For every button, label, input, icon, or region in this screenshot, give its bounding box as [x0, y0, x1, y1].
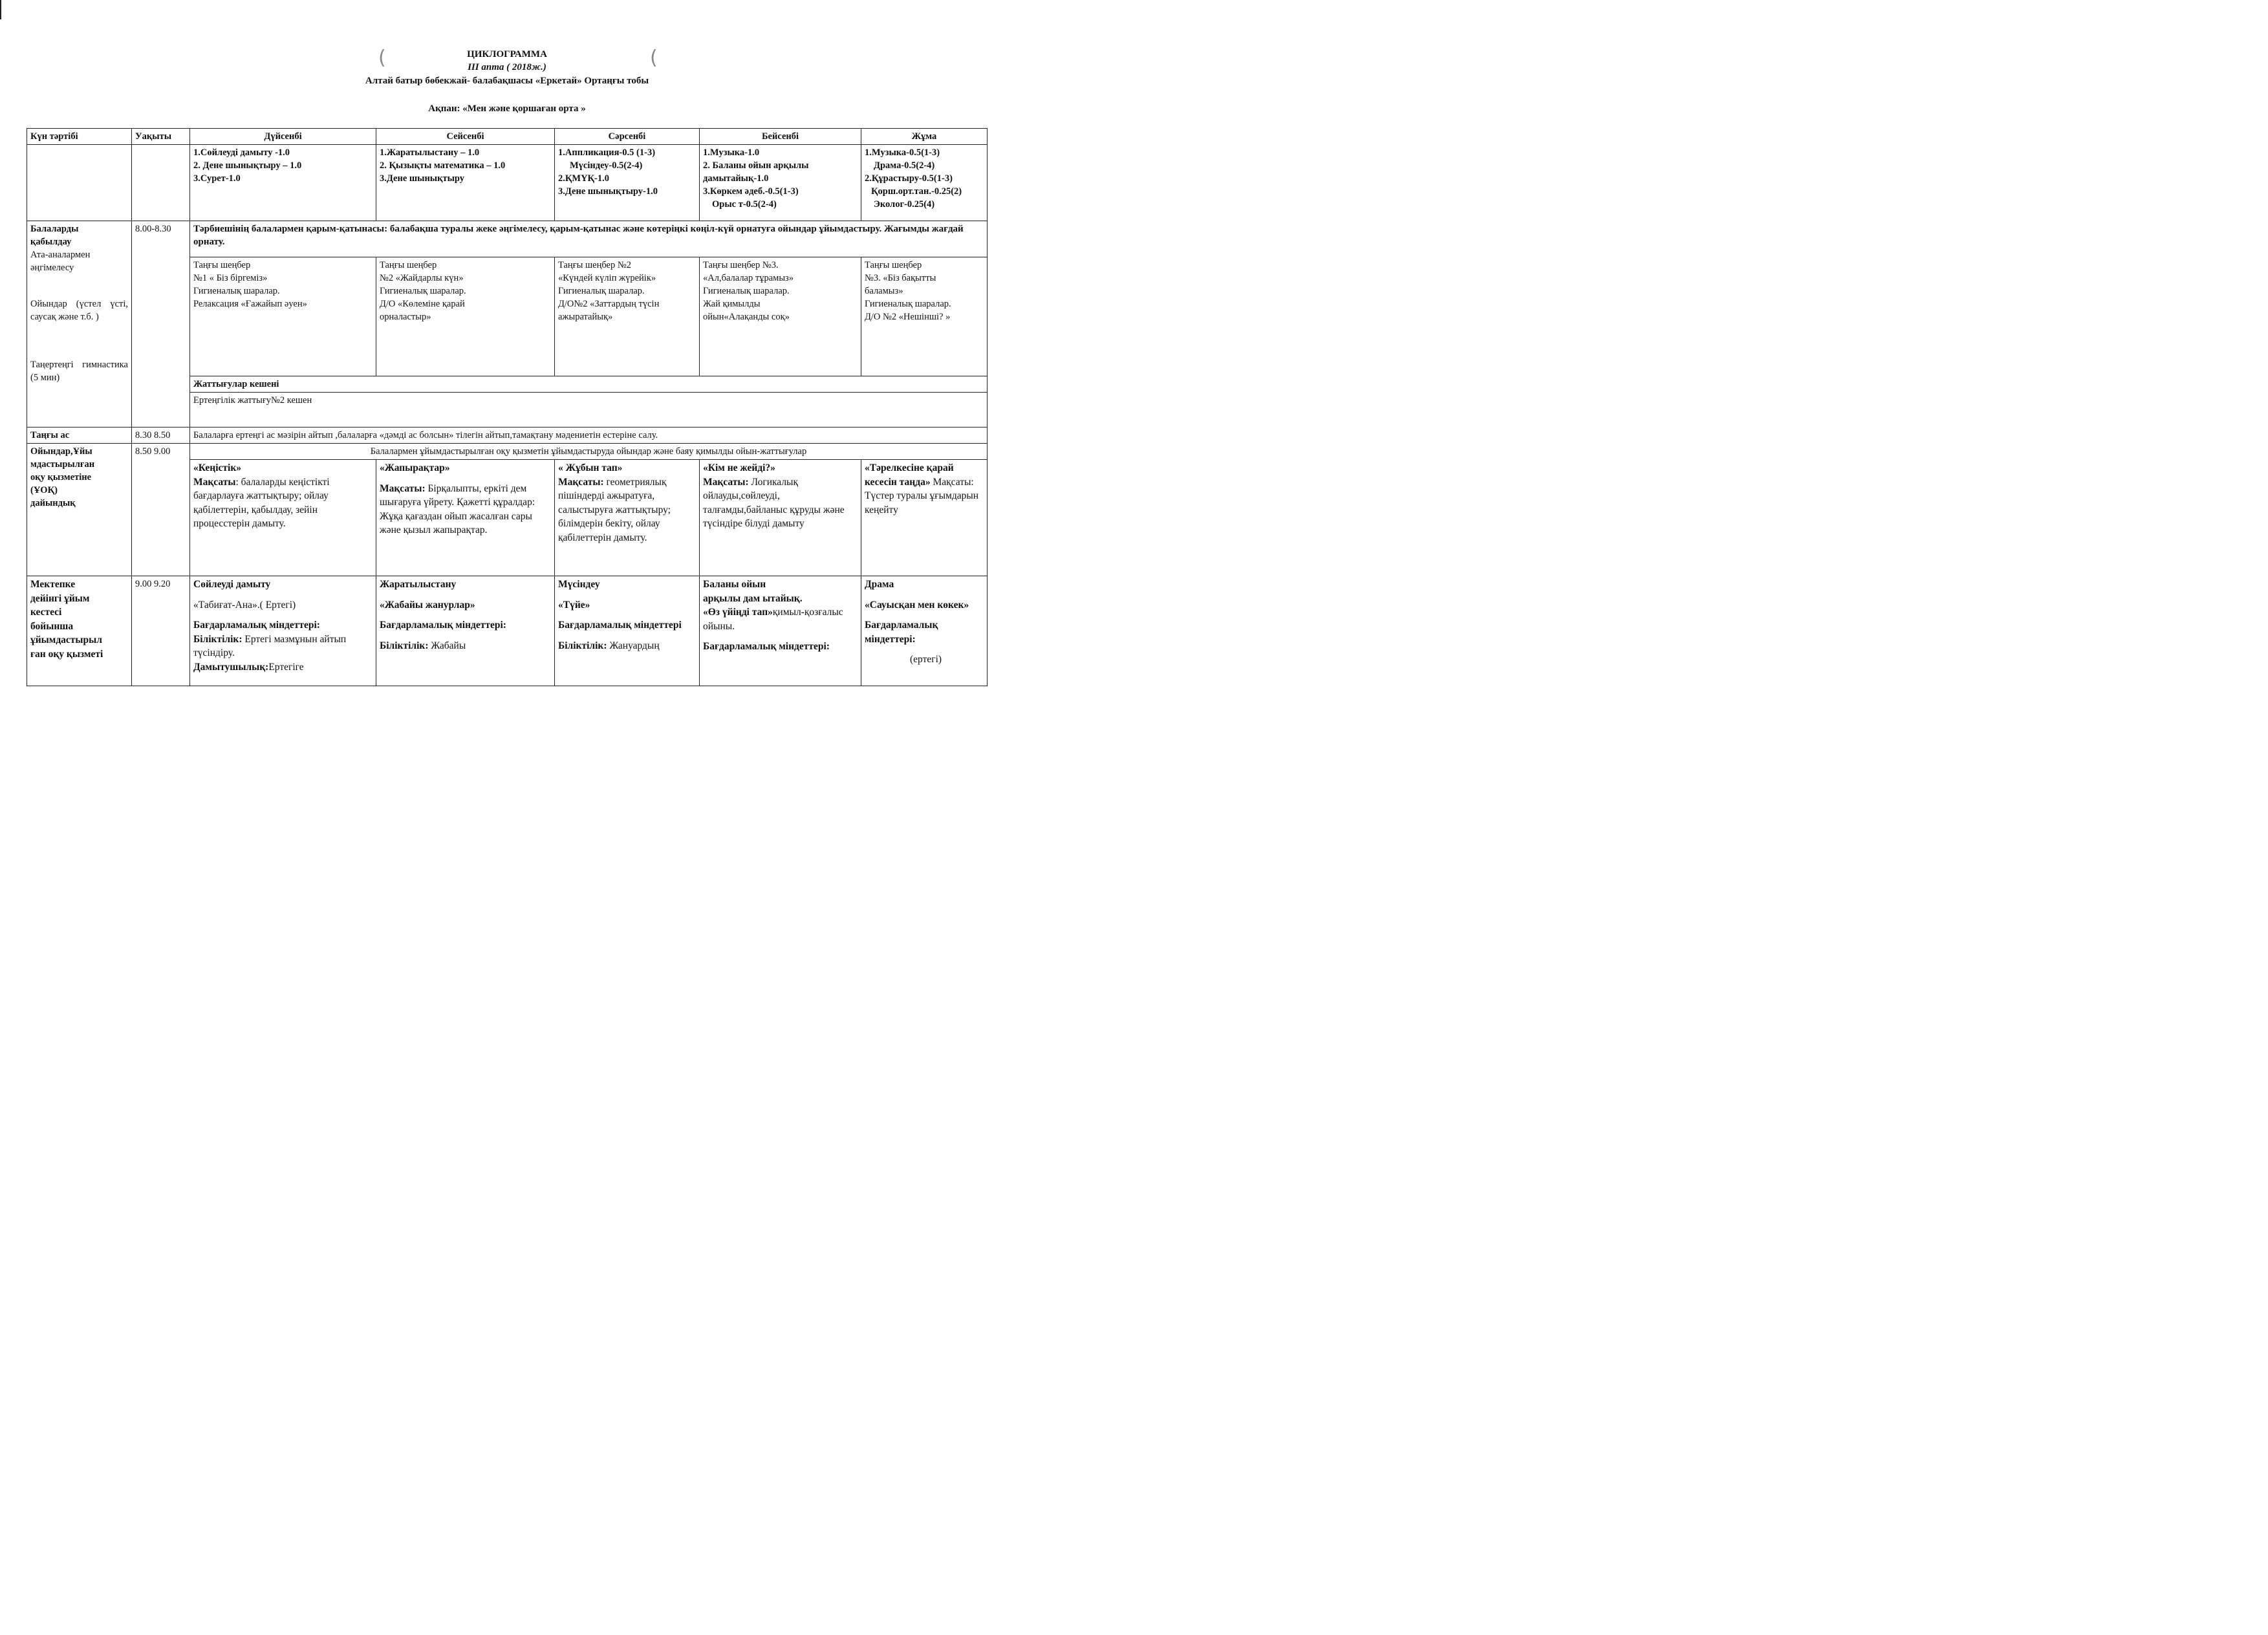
- circle-monday: Таңғы шеңбер №1 « Біз біргеміз» Гигиеналық шаралар. Релаксация «Ғажайып әуен»: [190, 257, 376, 376]
- reception-time: 8.00-8.30: [132, 221, 190, 428]
- subjects-wednesday: 1.Аппликация-0.5 (1-3) Мүсіндеу-0.5(2-4) 2.ҚМҮҚ-1.0 3.Дене шынықтыру-1.0: [555, 145, 700, 221]
- table-header-row: [27, 129, 988, 145]
- lessons-row: [27, 576, 988, 686]
- lessons-time: 9.00 9.20: [132, 576, 190, 686]
- lesson-monday: Сөйлеуді дамыту «Табиғат-Ана».( Ертегі) Бағдарламалық міндеттері: Біліктілік: Ертегі мазмұнын айтып түсіндіру. Дамытушылық:Ертегіге: [190, 576, 376, 686]
- prep-time: 8.50 9.00: [132, 444, 190, 576]
- teacher-communication-text: Тәрбиешінің балалармен қарым-қатынасы: балабақша туралы жеке әңгімелесу, қарым-қатынас және көтеріңкі көңіл-күй орнатуға ойындар ұйымдастыру. Жағымды жағдай орнату.: [190, 221, 988, 257]
- subjects-time-empty: [132, 145, 190, 221]
- subjects-row: [27, 145, 988, 221]
- prep-intro-row: [27, 444, 988, 460]
- breakfast-row: [27, 428, 988, 444]
- circle-friday: Таңғы шеңбер №3. «Біз бақытты баламыз» Гигиеналық шаралар. Д/О №2 «Нешінші? »: [861, 257, 988, 376]
- lessons-title-cell: Мектепке дейінгі ұйым кестесі бойынша ұйымдастырыл ған оқу қызметі: [27, 576, 132, 686]
- col-thursday: Бейсенбі: [700, 129, 861, 145]
- prep-title-cell: Ойындар,Ұйы мдастырылған оқу қызметіне (ҰОҚ) дайындық: [27, 444, 132, 576]
- exercise-text: Ертеңгілік жаттығу№2 кешен: [190, 393, 988, 428]
- circle-wednesday: Таңғы шеңбер №2 «Күндей күліп жүрейік» Гигиеналық шаралар. Д/О№2 «Заттардың түсін ажыратайық»: [555, 257, 700, 376]
- prep-intro-text: Балалармен ұйымдастырылған оқу қызметін ұйымдастыруда ойындар және баяу қимылды ойын-жаттығулар: [190, 444, 988, 460]
- institution-label: Алтай батыр бөбекжай- балабақшасы «Еркетай» Ортаңғы тобы: [365, 76, 649, 86]
- breakfast-text: Балаларға ертеңгі ас мәзірін айтып ,балаларға «дәмді ас болсын» тілегін айтып,тамақтану мәдениетін естеріне салу.: [190, 428, 988, 444]
- cyclogram-table: [27, 128, 988, 686]
- subjects-routine-empty: [27, 145, 132, 221]
- games-label: Ойындар (үстел үсті, саусақ және т.б. ): [30, 299, 128, 322]
- circle-tuesday: Таңғы шеңбер №2 «Жайдарлы күн» Гигиеналық шаралар. Д/О «Көлеміне қарай орналастыр»: [376, 257, 555, 376]
- col-routine: Күн тәртібі: [27, 129, 132, 145]
- decorative-bracket-right: (: [650, 47, 658, 69]
- col-tuesday: Сейсенбі: [376, 129, 555, 145]
- reception-title-cell: Балаларды қабылдау Ата-аналармен әңгімелесу Ойындар (үстел үсті, саусақ және т.б. ) Таңертеңгі гимнастика (5 мин): [27, 221, 132, 428]
- lesson-thursday: Баланы ойын арқылы дам ытайық. «Өз үйіңді тап»қимыл-қозғалыс ойыны. Бағдарламалық міндеттері:: [700, 576, 861, 686]
- prep-thursday: «Кім не жейді?» Мақсаты: Логикалық ойлауды,сөйлеуді, талғамды,байланыс құруды және түсіндіре білуді дамыту: [700, 460, 861, 576]
- circle-thursday: Таңғы шеңбер №3. «Ал,балалар тұрамыз» Гигиеналық шаралар. Жай қимылды ойын«Алақанды соқ»: [700, 257, 861, 376]
- subjects-thursday: 1.Музыка-1.0 2. Баланы ойын арқылы дамытайық-1.0 3.Көркем әдеб.-0.5(1-3) Орыс т-0.5(2-4): [700, 145, 861, 221]
- lesson-tuesday: Жаратылыстану «Жабайы жанурлар» Бағдарламалық міндеттері: Біліктілік: Жабайы: [376, 576, 555, 686]
- exercise-title: Жаттығулар кешені: [190, 376, 988, 393]
- week-label: III апта ( 2018ж.): [468, 62, 546, 72]
- scan-edge-mark: [0, 0, 1, 19]
- breakfast-time: 8.30 8.50: [132, 428, 190, 444]
- col-wednesday: Сәрсенбі: [555, 129, 700, 145]
- subjects-friday: 1.Музыка-0.5(1-3) Драма-0.5(2-4) 2.Құрастыру-0.5(1-3) Қорш.орт.тан.-0.25(2) Эколог-0.25(4): [861, 145, 988, 221]
- col-friday: Жұма: [861, 129, 988, 145]
- col-monday: Дүйсенбі: [190, 129, 376, 145]
- lesson-wednesday: Мүсіндеу «Түйе» Бағдарламалық міндеттері Біліктілік: Жануардың: [555, 576, 700, 686]
- decorative-bracket-left: (: [378, 47, 386, 69]
- prep-wednesday: « Жұбын тап» Мақсаты: геометриялық пішіндерді ажыратуға, салыстыруға жаттықтыру; білімдерін бекіту, ойлау қабілеттерін дамыту.: [555, 460, 700, 576]
- prep-tuesday: «Жапырақтар» Мақсаты: Бірқалыпты, еркіті дем шығаруға үйрету. Қажетті құралдар: Жұқа қағаздан ойып жасалған сары және қызыл жапырақтар.: [376, 460, 555, 576]
- prep-friday: «Тәрелкесіне қарай кесесін таңда» Мақсаты: Түстер туралы ұғымдарын кеңейту: [861, 460, 988, 576]
- document-title: ЦИКЛОГРАММА: [467, 49, 547, 60]
- breakfast-title: Таңғы ас: [27, 428, 132, 444]
- subjects-tuesday: 1.Жаратылыстану – 1.0 2. Қызықты математика – 1.0 3.Дене шынықтыру: [376, 145, 555, 221]
- reception-intro-row: [27, 221, 988, 257]
- gymnastics-label: Таңертеңгі гимнастика (5 мин): [30, 360, 128, 383]
- prep-monday: «Кеңістік» Мақсаты: балаларды кеңістікті бағдарлауға жаттықтыру; ойлау қабілеттерін, қабылдау, зейін процесстерін дамыту.: [190, 460, 376, 576]
- theme-label: Ақпан: «Мен және қоршаған орта »: [428, 103, 586, 114]
- subjects-monday: 1.Сөйлеуді дамыту -1.0 2. Дене шынықтыру – 1.0 3.Сурет-1.0: [190, 145, 376, 221]
- lesson-friday: Драма «Сауысқан мен көкек» Бағдарламалық міндеттері: (ертегі): [861, 576, 988, 686]
- col-time: Уақыты: [132, 129, 190, 145]
